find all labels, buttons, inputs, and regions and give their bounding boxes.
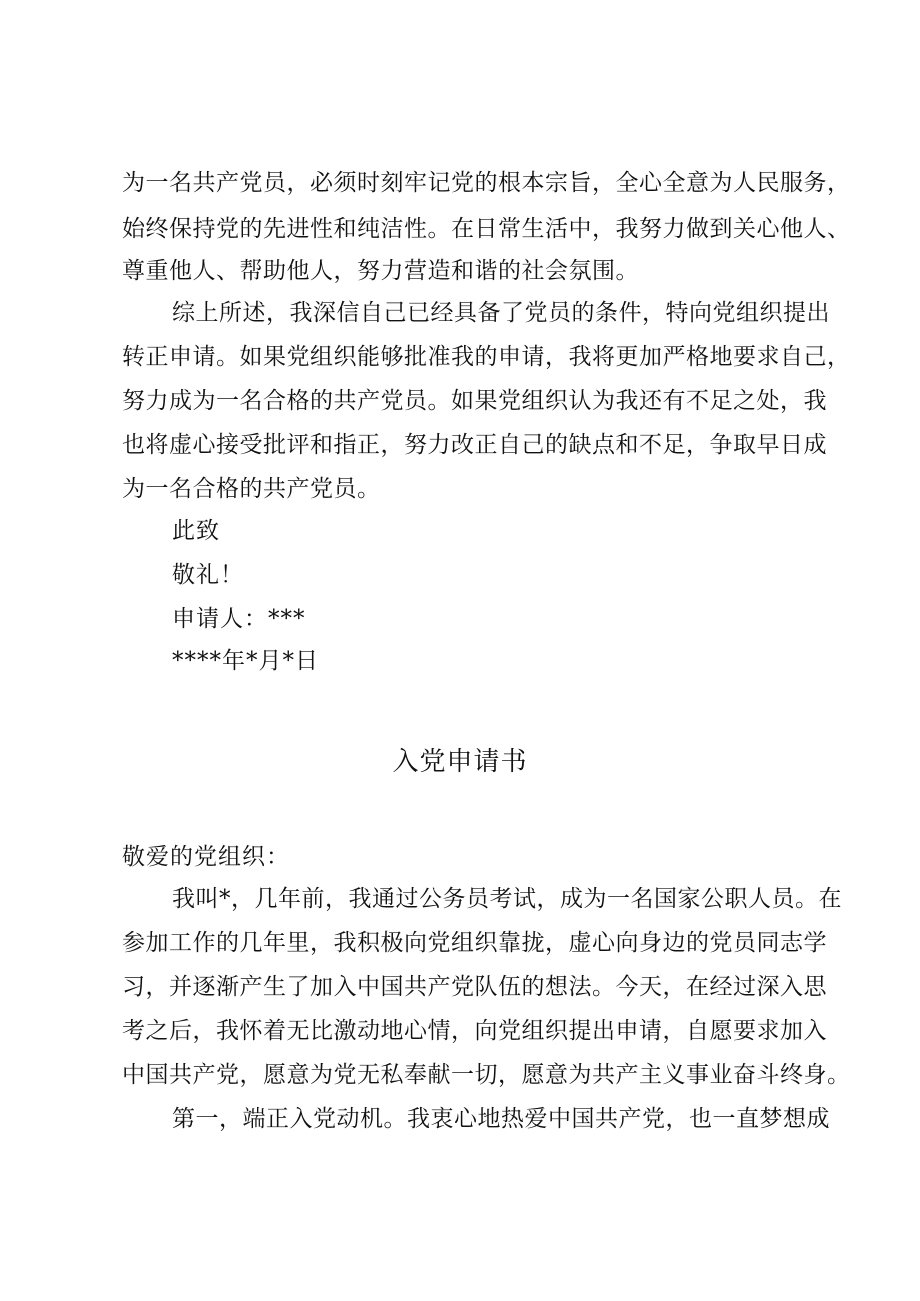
closing-text: 此致 (172, 518, 220, 544)
upper-para2-line-2: 转正申请。如果党组织能够批准我的申请，我将更加严格地要求自己， (122, 344, 851, 370)
upper-para2-line-5: 为一名合格的共产党员。 (122, 476, 381, 502)
lower-para1-line-2: 参加工作的几年里，我积极向党组织靠拢，虚心向身边的党员同志学 (122, 930, 827, 956)
lower-para2-line-1: 第一，端正入党动机。我衷心地热爱中国共产党，也一直梦想成 (172, 1106, 830, 1132)
upper-para2-line-4: 也将虚心接受批评和指正，努力改正自己的缺点和不足，争取早日成 (122, 432, 827, 458)
upper-para1-line-3: 尊重他人、帮助他人，努力营造和谐的社会氛围。 (122, 258, 639, 284)
upper-para1-line-1: 为一名共产党员，必须时刻牢记党的根本宗旨，全心全意为人民服务， (122, 170, 851, 196)
lower-para1-line-1: 我叫*，几年前，我通过公务员考试，成为一名国家公职人员。在 (172, 886, 842, 912)
lower-para1-line-3: 习，并逐渐产生了加入中国共产党队伍的想法。今天，在经过深入思 (122, 974, 827, 1000)
greeting-line: 敬爱的党组织： (122, 844, 290, 870)
document-title: 入党申请书 (392, 747, 528, 777)
salute-text: 敬礼！ (172, 562, 244, 588)
upper-para2-line-3: 努力成为一名合格的共产党员。如果党组织认为我还有不足之处，我 (122, 388, 827, 414)
upper-para1-line-2: 始终保持党的先进性和纯洁性。在日常生活中，我努力做到关心他人、 (122, 216, 851, 242)
lower-para1-line-4: 考之后，我怀着无比激动地心情，向党组织提出申请，自愿要求加入 (122, 1018, 827, 1044)
applicant-signature: 申请人：*** (172, 606, 306, 632)
signature-date: ****年*月*日 (172, 648, 319, 674)
upper-para2-line-1: 综上所述，我深信自己已经具备了党员的条件，特向党组织提出 (172, 300, 830, 326)
lower-para1-line-5: 中国共产党，愿意为党无私奉献一切，愿意为共产主义事业奋斗终身。 (122, 1062, 851, 1088)
